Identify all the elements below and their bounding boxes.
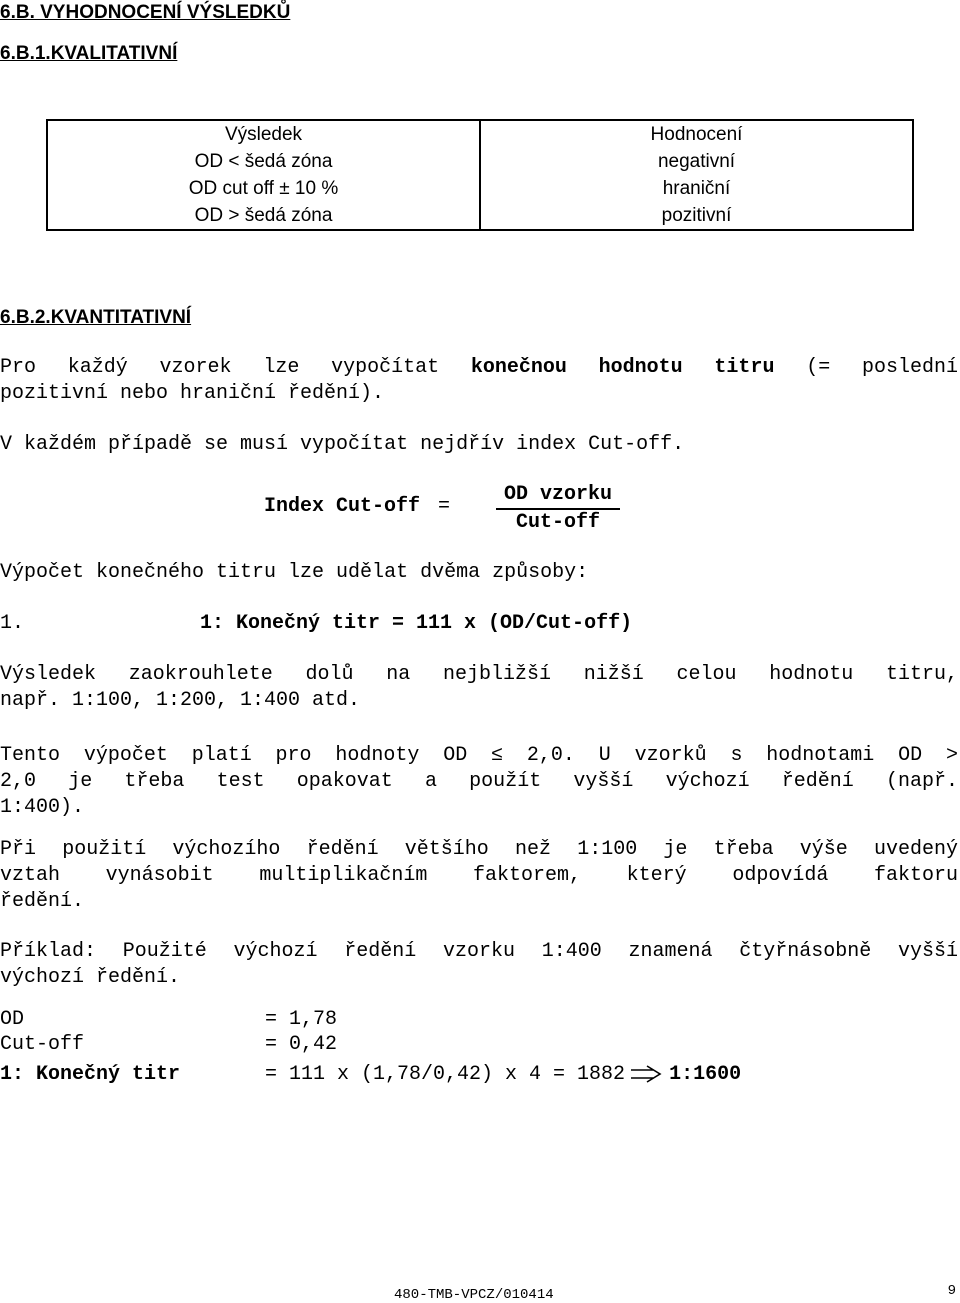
qualitative-heading: 6.B.1.KVALITATIVNÍ xyxy=(0,43,178,64)
paragraph-line: Při použití výchozího ředění většího než 1:100 je třeba výše uvedený xyxy=(0,838,958,861)
table-cell: OD cut off ± 10 % xyxy=(47,175,480,202)
paragraph-line: 1:400). xyxy=(0,796,85,819)
example-value: = 111 x (1,78/0,42) x 4 = 1882 xyxy=(265,1063,626,1086)
example-value: = 1,78 xyxy=(265,1008,338,1031)
table-cell: hraniční xyxy=(480,175,913,202)
paragraph-line: Výsledek zaokrouhlete dolů na nejbližší nižší celou hodnotu titru, xyxy=(0,663,958,686)
quantitative-heading: 6.B.2.KVANTITATIVNÍ xyxy=(0,307,192,328)
table-row xyxy=(47,202,913,230)
formula-fraction xyxy=(496,482,620,536)
paragraph-line xyxy=(0,355,958,381)
paragraph-example xyxy=(0,939,958,991)
table-cell: pozitivní xyxy=(480,202,913,230)
example-value: = 0,42 xyxy=(265,1033,338,1056)
example-result: 1:1600 xyxy=(669,1063,742,1086)
table-row xyxy=(47,148,913,175)
implies-arrow-icon xyxy=(629,1064,663,1084)
method-formula: 1: Konečný titr = 111 x (OD/Cut-off) xyxy=(200,612,633,635)
example-label: Cut-off xyxy=(0,1033,85,1056)
text-run: Pro každý vzorek lze vypočítat xyxy=(0,356,471,379)
formula-denominator: Cut-off xyxy=(515,511,600,534)
paragraph-line: ředění. xyxy=(0,890,85,913)
paragraph-line: např. 1:100, 1:200, 1:400 atd. xyxy=(0,689,361,712)
paragraph-rounding xyxy=(0,662,958,714)
method-number: 1. xyxy=(0,612,25,635)
table-header-cell: Hodnocení xyxy=(480,120,913,148)
example-cutoff-row xyxy=(0,1032,958,1058)
paragraph-line: 2,0 je třeba test opakovat a použít vyšší výchozí ředění (např. xyxy=(0,770,958,793)
paragraph-validity xyxy=(0,743,958,821)
text-run: (= poslední xyxy=(774,356,959,379)
bold-term: konečnou hodnotu titru xyxy=(470,356,775,379)
paragraph-line: Příklad: Použité výchozí ředění vzorku 1:400 znamená čtyřnásobně vyšší xyxy=(0,940,958,963)
formula-equals: = xyxy=(438,495,451,518)
section-heading: 6.B. VYHODNOCENÍ VÝSLEDKŮ xyxy=(0,2,291,23)
paragraph-multiplication xyxy=(0,837,958,915)
example-label: OD xyxy=(0,1008,25,1031)
paragraph-line: pozitivní nebo hraniční ředění). xyxy=(0,382,385,405)
paragraph-line: Tento výpočet platí pro hodnoty OD ≤ 2,0. U vzorků s hodnotami OD > xyxy=(0,744,958,767)
formula-label: Index Cut-off xyxy=(264,495,421,518)
paragraph-line: výchozí ředění. xyxy=(0,966,181,989)
formula-numerator: OD vzorku xyxy=(496,482,620,510)
example-titr-row xyxy=(0,1062,958,1088)
paragraph-final-titer xyxy=(0,355,958,407)
paragraph-methods: Výpočet konečného titru lze udělat dvěma způsoby: xyxy=(0,561,589,584)
table-header-row xyxy=(47,120,913,148)
example-calc-group xyxy=(265,1062,741,1088)
table-cell: OD < šedá zóna xyxy=(47,148,480,175)
document-code: 480-TMB-VPCZ/010414 xyxy=(394,1287,554,1303)
example-label: 1: Konečný titr xyxy=(0,1063,181,1086)
table-cell: OD > šedá zóna xyxy=(47,202,480,230)
evaluation-table xyxy=(46,119,914,231)
paragraph-index-note: V každém případě se musí vypočítat nejdřív index Cut-off. xyxy=(0,433,685,456)
page-number: 9 xyxy=(947,1283,956,1299)
example-od-row xyxy=(0,1007,958,1033)
table-cell: negativní xyxy=(480,148,913,175)
paragraph-line: vztah vynásobit multiplikačním faktorem, který odpovídá faktoru xyxy=(0,864,958,887)
table-header-cell: Výsledek xyxy=(47,120,480,148)
table-row xyxy=(47,175,913,202)
